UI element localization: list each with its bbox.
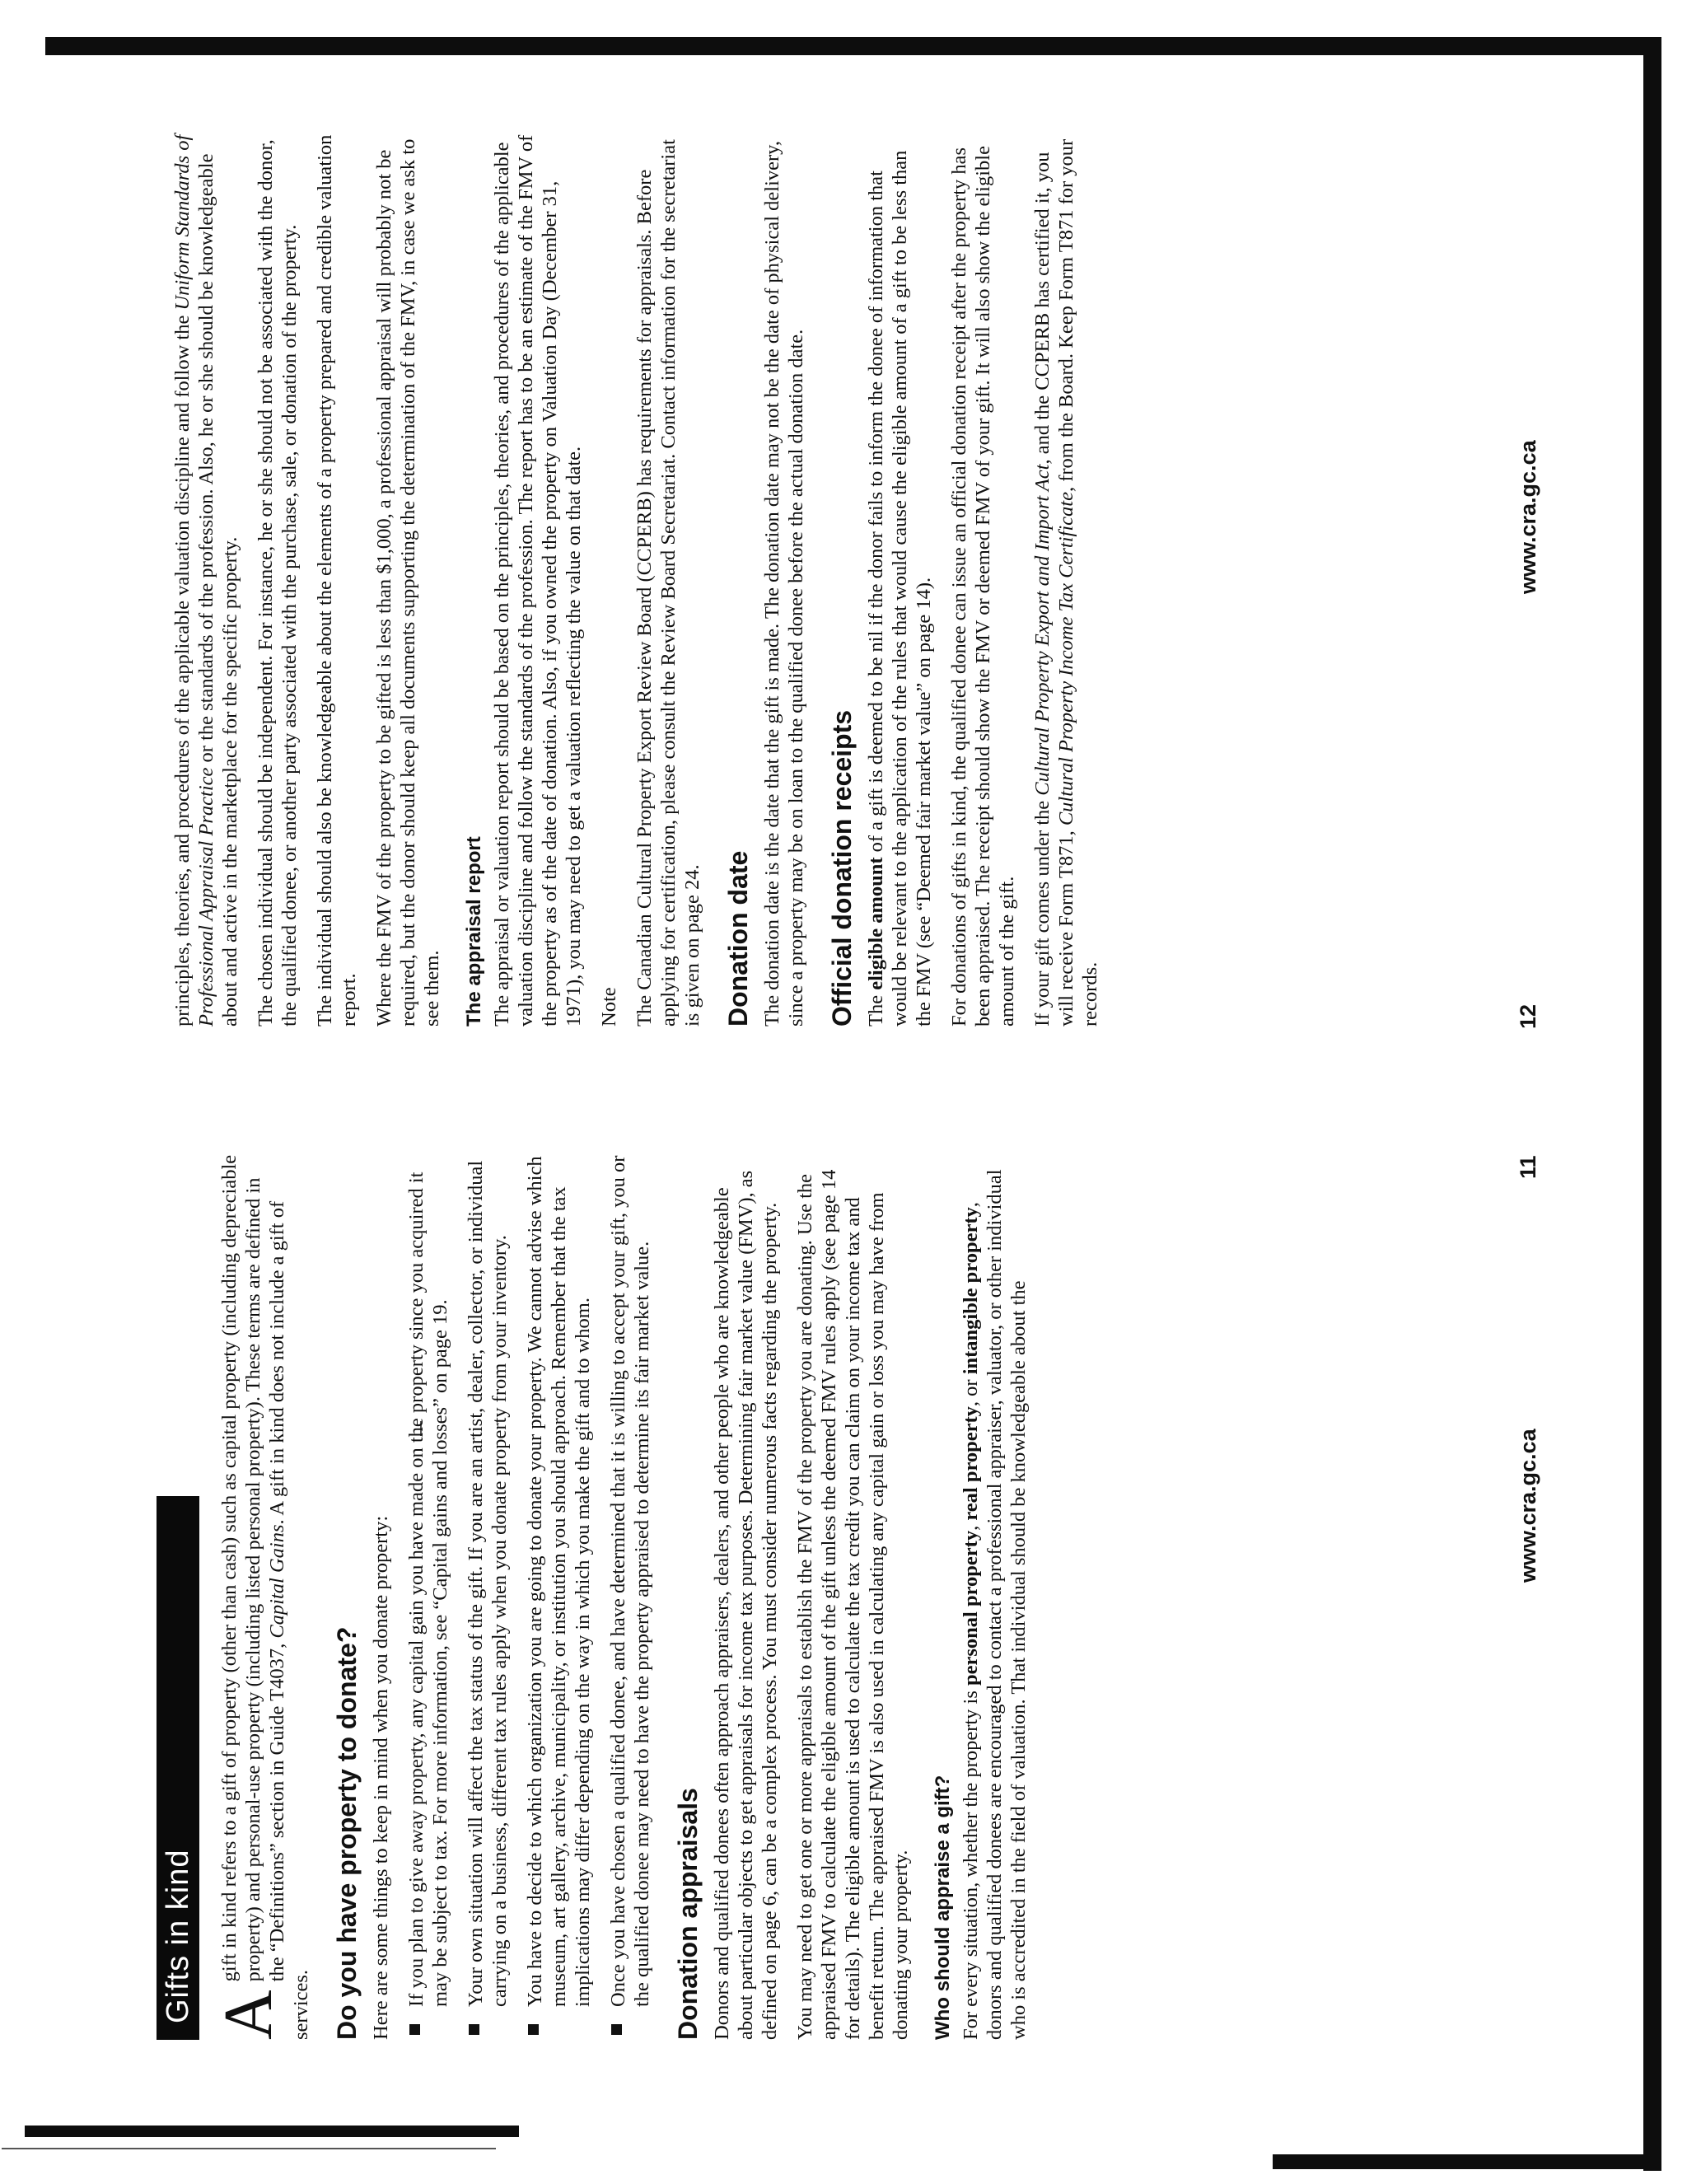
note-label: Note [598, 987, 620, 1027]
section1-lead: Here are some things to keep in mind when you donate property: [370, 1515, 392, 2040]
page-number-right: 12 [1516, 1003, 1540, 1029]
receipts-paragraph-3: If your gift comes under the Cultural Property Export and Import Act, and the CCPERB has certified it, you will receive Form T871, Cultural Property Income Tax Certificate, from the Board. Keep Form T871 for your records. [1031, 138, 1101, 1027]
page-number-left: 11 [1516, 1155, 1540, 1179]
bullet-item: Once you have chosen a qualified donee, and have determined that it is willing to accept your gift, you or the qualified donee may need to have the property appraised to determine its fair market value. [606, 1150, 654, 2040]
bullet-item: If you plan to give away property, any capital gain you have made on the property since you acquired it may be subject to tax. For more information, see “Capital gains and losses” on page 19. [404, 1150, 452, 2040]
independence-paragraph: The chosen individual should be independent. For instance, he or she should not be associated with the donor, the qualified donee, or another party associated with the purchase, sale, or donation of the property. [255, 139, 301, 1027]
right-page-column [171, 129, 1114, 1027]
intro-paragraph: A gift in kind refers to a gift of property (other than cash) such as capital property (including depreciable property) and personal-use property (including listed personal property). These terms are defined in the “Definitions” section in Guide T4037, Capital Gains. A gift in kind does not include a gift of services. [210, 1154, 312, 2040]
heading-donation-appraisals: Donation appraisals [673, 1788, 703, 2040]
note-text: The Canadian Cultural Property Export Review Board (CCPERB) has requirements for appraisals. Before applying for certification, please consult the Review Board Secretariat. Contact information for the secretariat is given on page 24. [633, 139, 703, 1027]
heading-who-should-appraise: Who should appraise a gift? [932, 1775, 954, 2040]
bullet-square-icon [528, 2024, 539, 2035]
bullet-square-icon [611, 2024, 622, 2035]
heading-appraisal-report: The appraisal report [463, 836, 485, 1027]
drop-cap: A [210, 1990, 287, 2040]
left-page-column [157, 1150, 1042, 2040]
heading-do-you-have-property: Do you have property to donate? [332, 1626, 362, 2040]
continued-paragraph: principles, theories, and procedures of the applicable valuation discipline and follow the Uniform Standards of Professional Appraisal Practice or the standards of the profession. Also, he or she should be knowledgeable about and active in the marketplace for the specific property. [171, 134, 241, 1027]
heading-official-receipts: Official donation receipts [827, 709, 857, 1027]
bullet-item: You have to decide to which organization you are going to donate your property. We cannot advise which museum, art gallery, archive, municipality, or institution you should approach. Remember that the tax implications may differ depending on the way in which you make the gift and to whom. [523, 1150, 595, 2040]
heading-donation-date: Donation date [723, 850, 753, 1027]
section-title-bar: Gifts in kind [157, 1496, 199, 2040]
bullet-square-icon [409, 2024, 420, 2035]
bullet-square-icon [469, 2024, 479, 2035]
receipts-paragraph-2: For donations of gifts in kind, the qualified donee can issue an official donation receipt after the property has been appraised. The receipt should show the FMV or deemed FMV of your gift. It will also show the eligible amount of the gift. [948, 146, 1018, 1027]
fmv-threshold-paragraph: Where the FMV of the property to be gifted is less than $1,000, a professional appraisal will probably not be required, but the donor should keep all documents supporting the determination of the FMV, in case we ask to see them. [373, 138, 443, 1027]
appraisal-report-paragraph: The appraisal or valuation report should be based on the principles, theories, and procedures of the applicable valuation discipline and follow the standards of the profession. The report has to be an estimate of the FMV of the property as of the date of donation. Also, if you owned the property on Valuation Day (December 31, 1971), you may need to get a valuation reflecting the value on that date. [491, 134, 585, 1027]
footer-url-right: www.cra.gc.ca [1516, 440, 1540, 594]
who-should-appraise-paragraph: For every situation, whether the property is personal property, real property, or intangible property, donors and qualified donees are encouraged to contact a professional appraiser, valuator, or other individual who is accredited in the field of valuation. That individual should be knowledgeable about the [960, 1169, 1030, 2040]
footer-url-left: www.cra.gc.ca [1516, 1429, 1540, 1583]
bullet-item: Your own situation will affect the tax status of the gift. If you are an artist, dealer, collector, or individual carrying on a business, different tax rules apply when you donate property from your inventory. [464, 1150, 512, 2040]
receipts-paragraph-1: The eligible amount of a gift is deemed to be nil if the donor fails to inform the donee of information that would be relevant to the application of the rules that would cause the eligible amount of a gift to be less than the FMV (see “Deemed fair market value” on page 14). [865, 150, 935, 1027]
knowledge-paragraph: The individual should also be knowledgeable about the elements of a property prepared and credible valuation report. [314, 134, 360, 1027]
appraisals-paragraph-2: You may need to get one or more appraisals to establish the FMV of the property you are donating. Use the appraised FMV to calculate the eligible amount of the gift unless the deemed FMV rules apply (see page 14 for details). The eligible amount is used to calculate the tax credit you can claim on your income tax and benefit return. The appraised FMV is also used in calculating any capital gain or loss you may have from donating your property. [794, 1169, 912, 2040]
bullet-list [404, 1150, 654, 2040]
donation-date-paragraph: The donation date is the date that the gift is made. The donation date may not be the date of physical delivery, since a property may be on loan to the qualified donee before the actual donation date. [761, 141, 807, 1027]
appraisals-paragraph-1: Donors and qualified donees often approach appraisers, dealers, and other people who are knowledgeable about particular objects to get appraisals for income tax purposes. Determining fair market value (FMV), as defined on page 6, can be a complex process. You must consider numerous facts regarding the property. [711, 1170, 781, 2040]
